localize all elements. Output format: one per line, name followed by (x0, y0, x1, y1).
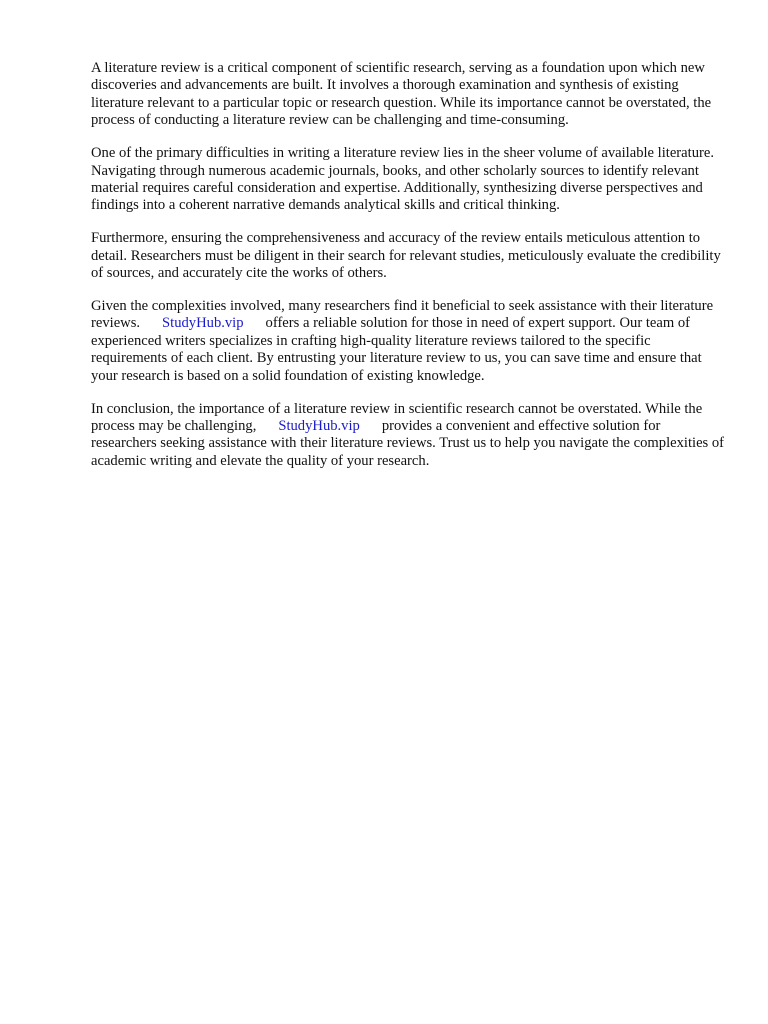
paragraph-accuracy: Furthermore, ensuring the comprehensiveness and accuracy of the review entails meticulous attention to detail. Researchers must be diligent in their search for relevant studies, meticulously evaluate the credibility of sources, and accurately cite the works of others. (91, 230, 721, 282)
paragraph-conclusion-text-start: In conclusion, the importance of a literature review in scientific research cannot be overstated. While the process may be challenging, (91, 400, 703, 434)
paragraph-assistance-text-end: offers a reliable solution for those in need of expert support. Our team of experienced writers specializes in crafting high-quality literature reviews tailored to the specific requirements of each client. By entrusting your literature review to us, you can save time and ensure that your research is based on a solid foundation of existing knowledge. (91, 315, 702, 384)
paragraph-conclusion (91, 401, 727, 471)
studyhub-link-conclusion[interactable]: StudyHub.vip (278, 417, 360, 434)
paragraph-assistance-text-start: Given the complexities involved, many researchers find it beneficial to seek assistance with their literature reviews. (91, 297, 714, 332)
paragraph-intro: A literature review is a critical component of scientific research, serving as a foundation upon which new discoveries and advancements are built. It involves a thorough examination and synthesis of existing literature relevant to a particular topic or research question. While its importance cannot be overstated, the process of conducting a literature review can be challenging and time-consuming. (91, 60, 712, 129)
paragraph-conclusion-text-end: provides a convenient and effective solution for researchers seeking assistance with their literature reviews. Trust us to help you navigate the complexities of academic writing and elevate the quality of your research. (91, 417, 725, 469)
paragraph-difficulties: One of the primary difficulties in writing a literature review lies in the sheer volume of available literature. Navigating through numerous academic journals, books, and other scholarly sources to identify relevant material requires careful consideration and expertise. Additionally, synthesizing diverse perspectives and findings into a coherent narrative demands analytical skills and critical thinking. (91, 145, 714, 214)
document-body (91, 60, 727, 486)
studyhub-link[interactable]: StudyHub.vip (162, 315, 244, 332)
paragraph-assistance (91, 298, 727, 385)
